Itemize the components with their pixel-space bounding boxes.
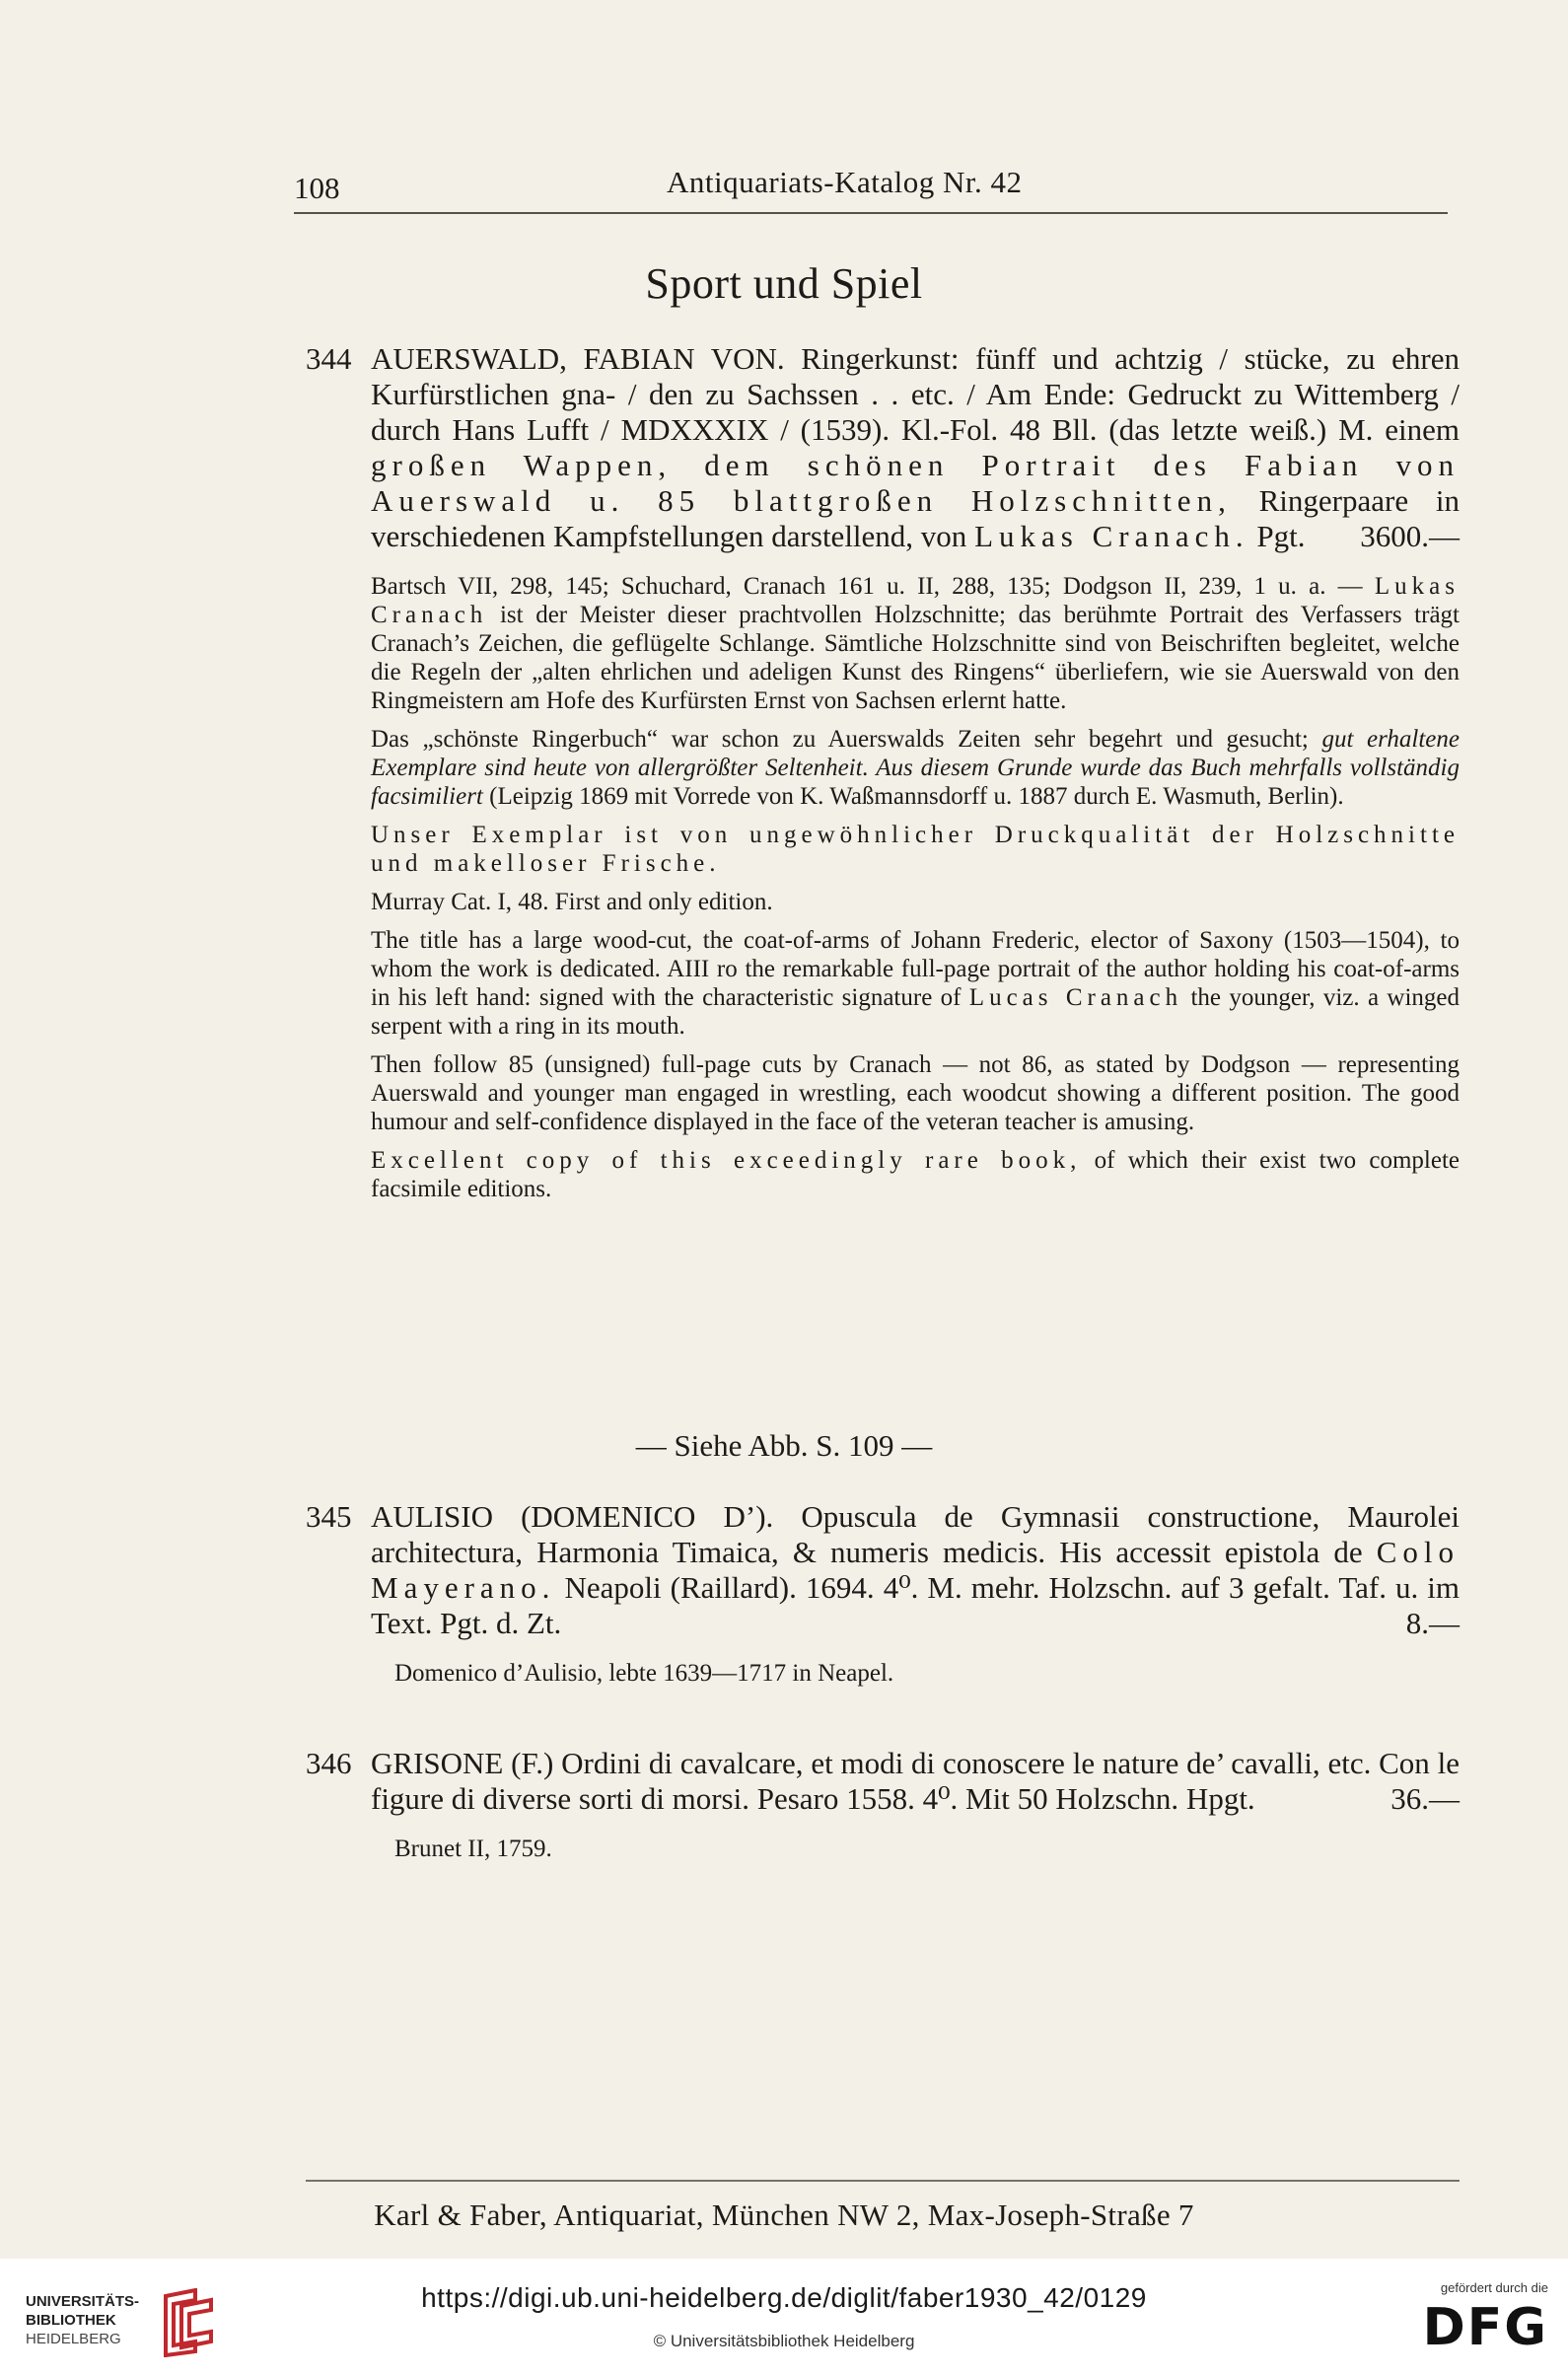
note-text: Bartsch VII, 298, 145; Schuchard, Cranach 161 u. II, 288, 135; Dodgson II, 239, 1 u. a. — <box>371 573 1375 600</box>
note-text: Das „schönste Ringerbuch“ war schon zu Auerswalds Zeiten sehr begehrt und gesucht; <box>371 726 1322 753</box>
entry-text: GRISONE (F.) Ordini di cavalcare, et modi di conoscere le nature de’ cavalli, etc. Con le figure di diverse sorti di morsi. Pesaro 1558. 4⁰. Mit 50 Holzschn. Hpgt. <box>371 1746 1460 1816</box>
entry-text-spaced: großen Wappen, dem schönen Portrait des Fabian von Auerswald u. 85 blattgroßen Holzschnitten, <box>371 448 1460 518</box>
entry-note <box>371 725 1460 811</box>
catalog-entry-344 <box>306 341 1460 1203</box>
note-text: the younger, viz. a winged serpent with a ring in its mouth. <box>371 984 1461 1040</box>
dfg-logo[interactable] <box>1390 2280 1548 2359</box>
catalog-title: Antiquariats-Katalog Nr. 42 <box>667 165 1023 199</box>
logo-line: HEIDELBERG <box>26 2331 121 2347</box>
page-number: 108 <box>294 171 340 205</box>
entry-number: 346 <box>306 1746 352 1780</box>
entry-note <box>371 572 1460 715</box>
entry-note: Then follow 85 (unsigned) full-page cuts by Cranach — not 86, as stated by Dodgson — representing Auerswald and younger man engaged in wrestling, each woodcut showing a different position. The good humour and self-confidence displayed in the face of the veteran teacher is amusing. <box>371 1051 1460 1135</box>
entry-price: 3600.— <box>1360 519 1460 553</box>
entry-text-spaced: Lukas Cranach. <box>974 519 1249 553</box>
entry-description <box>371 1746 1460 1817</box>
section-title: Sport und Spiel <box>645 259 923 308</box>
note-text-spaced: Lukas Cranach <box>371 573 1460 628</box>
entry-price: 36.— <box>1390 1781 1460 1816</box>
entry-text: AUERSWALD, FABIAN VON. Ringerkunst: fünff und achtzig / stücke, zu ehren Kurfürstlichen gna- / den zu Sachssen . . etc. / Am Ende: Gedruckt zu Wittemberg / durch Hans Lufft / MDXXXIX / (1539). Kl.-Fol. 48 Bll. (das letzte weiß.) M. einem <box>371 341 1460 447</box>
entry-price: 8.— <box>1405 1606 1460 1640</box>
viewer-footer-bar <box>0 2259 1568 2377</box>
permalink-url[interactable]: https://digi.ub.uni-heidelberg.de/diglit/faber1930_42/0129 <box>421 2282 1147 2313</box>
running-header <box>294 163 1448 214</box>
entry-description <box>371 341 1460 554</box>
note-text-italic: gut erhaltene Exemplare sind heute von allergrößter Seltenheit. Aus diesem Grunde wurde das Buch mehrfalls vollständig facsimiliert <box>371 726 1460 810</box>
catalog-entry-345 <box>306 1499 1460 1688</box>
figure-reference: — Siehe Abb. S. 109 — <box>635 1428 933 1463</box>
note-text: ist der Meister dieser prachtvollen Holzschnitte; das berühmte Portrait des Verfassers trägt Cranach’s Zeichen, die geflügelte Schlange. Sämtliche Holzschnitte sind von Beischriften begleitet, welche die Regeln der „alten ehrlichen und adeligen Kunst des Ringens“ überliefern, wie sie Auerswald von den Ringmeistern am Hofe des Kurfürsten Ernst von Sachsen erlernt hatte. <box>371 602 1460 714</box>
note-text: (Leipzig 1869 mit Vorrede von K. Waßmannsdorff u. 1887 durch E. Wasmuth, Berlin). <box>482 783 1344 810</box>
funded-by-label: gefördert durch die <box>1440 2280 1548 2295</box>
entry-number: 344 <box>306 341 352 376</box>
catalog-entry-346 <box>306 1746 1460 1863</box>
entry-description <box>371 1499 1460 1641</box>
entry-note <box>371 926 1460 1041</box>
entry-note-spaced: Unser Exemplar ist von ungewöhnlicher Druckqualität der Holzschnitte und makelloser Frische. <box>371 822 1460 877</box>
entry-note: Brunet II, 1759. <box>394 1836 552 1862</box>
publisher-footer: Karl & Faber, Antiquariat, München NW 2, Max-Joseph-Straße 7 <box>374 2197 1194 2232</box>
note-text-spaced: Lucas Cranach <box>968 984 1183 1011</box>
entry-number: 345 <box>306 1499 352 1534</box>
entry-text: Pgt. <box>1248 519 1306 553</box>
entry-text: Ringerpaare in verschiedenen Kampfstellungen darstellend, von <box>371 483 1460 553</box>
note-text: The title has a large wood-cut, the coat-of-arms of Johann Frederic, elector of Saxony (1503—1504), to whom the work is dedicated. AIII ro the remarkable full-page portrait of the author holding his coat-of-arms in his left hand: signed with the characteristic signature of <box>371 927 1460 1011</box>
entry-note: Murray Cat. I, 48. First and only edition. <box>371 889 773 915</box>
copyright-notice: © Universitätsbibliothek Heidelberg <box>653 2332 915 2350</box>
entry-note: Domenico d’Aulisio, lebte 1639—1717 in Neapel. <box>394 1660 894 1687</box>
dfg-wordmark: DFG <box>1422 2298 1548 2357</box>
note-text: of which their exist two complete facsimile editions. <box>371 1147 1461 1202</box>
entry-text: Neapoli (Raillard). 1694. 4⁰. M. mehr. Holzschn. auf 3 gefalt. Taf. u. im Text. Pgt. d. Zt. <box>371 1570 1460 1640</box>
logo-line: UNIVERSITÄTS- <box>26 2293 140 2310</box>
entry-text-spaced: Colo Mayerano. <box>371 1535 1460 1605</box>
entry-text: AULISIO (DOMENICO D’). Opuscula de Gymnasii constructione, Maurolei architectura, Harmonia Timaica, & numeris medicis. His accessit epistola de <box>371 1499 1460 1569</box>
entry-note <box>371 1146 1460 1203</box>
note-text-spaced: Excellent copy of this exceedingly rare book, <box>371 1147 1082 1174</box>
footer-divider <box>306 2180 1460 2182</box>
logo-line: BIBLIOTHEK <box>26 2312 116 2329</box>
